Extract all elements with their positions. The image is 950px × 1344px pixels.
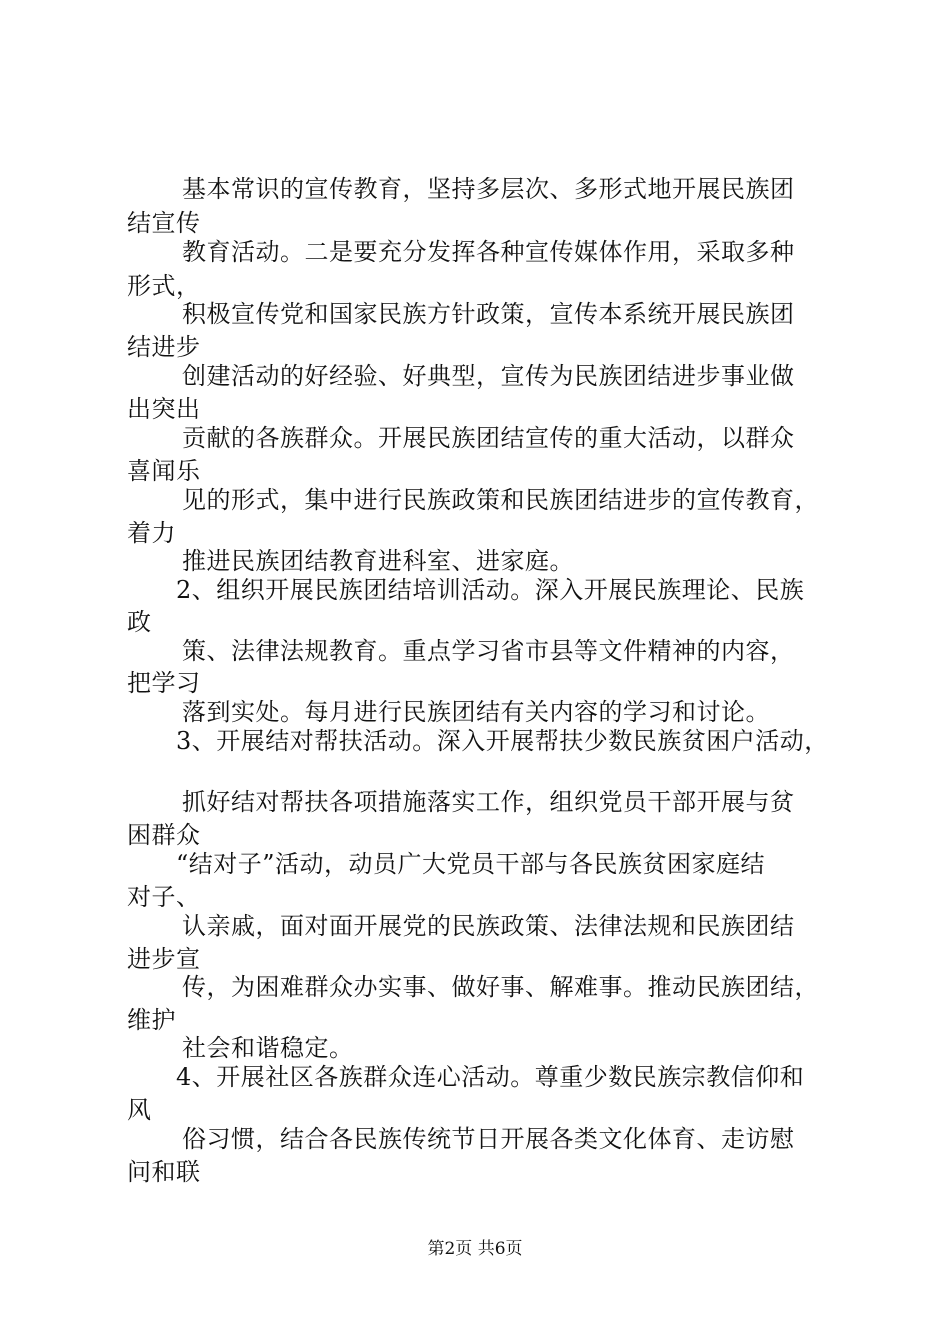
text-line: 困群众: [127, 821, 201, 849]
text-line: 创建活动的好经验、好典型，宣传为民族团结进步事业做: [182, 362, 795, 390]
text-line: 策、法律法规教育。重点学习省市县等文件精神的内容，: [182, 637, 795, 665]
text-line: “结对子”活动，动员广大党员干部与各民族贫困家庭结: [176, 850, 766, 878]
text-line: 2、组织开展民族团结培训活动。深入开展民族理论、民族: [176, 576, 805, 604]
text-line: 出突出: [127, 395, 201, 423]
text-line: 落到实处。每月进行民族团结有关内容的学习和讨论。: [182, 698, 770, 726]
text-line: 3、开展结对帮扶活动。深入开展帮扶少数民族贫困户活动，: [176, 727, 829, 755]
text-line: 进步宣: [127, 945, 201, 973]
text-line: 结进步: [127, 333, 201, 361]
text-line: 俗习惯，结合各民族传统节日开展各类文化体育、走访慰: [182, 1125, 795, 1153]
text-line: 把学习: [127, 669, 201, 697]
text-line: 喜闻乐: [127, 457, 201, 485]
text-line: 传，为困难群众办实事、做好事、解难事。推动民族团结，: [182, 973, 819, 1001]
text-line: 4、开展社区各族群众连心活动。尊重少数民族宗教信仰和: [176, 1063, 805, 1091]
text-line: 教育活动。二是要充分发挥各种宣传媒体作用，采取多种: [182, 238, 795, 266]
page-number-footer: 第2页 共6页: [427, 1239, 523, 1259]
text-line: 维护: [127, 1006, 176, 1034]
text-line: 贡献的各族群众。开展民族团结宣传的重大活动，以群众: [182, 424, 795, 452]
text-line: 政: [127, 608, 152, 636]
text-line: 结宣传: [127, 209, 201, 237]
text-line: 认亲戚，面对面开展党的民族政策、法律法规和民族团结: [182, 912, 795, 940]
text-line: 基本常识的宣传教育，坚持多层次、多形式地开展民族团: [182, 175, 795, 203]
text-line: 抓好结对帮扶各项措施落实工作，组织党员干部开展与贫: [182, 788, 795, 816]
text-line: 对子、: [127, 883, 201, 911]
text-line: 形式，: [127, 272, 201, 300]
text-line: 积极宣传党和国家民族方针政策，宣传本系统开展民族团: [182, 300, 795, 328]
text-line: 见的形式，集中进行民族政策和民族团结进步的宣传教育，: [182, 486, 819, 514]
text-line: 着力: [127, 519, 176, 547]
text-line: 问和联: [127, 1158, 201, 1186]
text-line: 风: [127, 1096, 152, 1124]
text-line: 推进民族团结教育进科室、进家庭。: [182, 547, 574, 575]
text-line: 社会和谐稳定。: [182, 1034, 354, 1062]
